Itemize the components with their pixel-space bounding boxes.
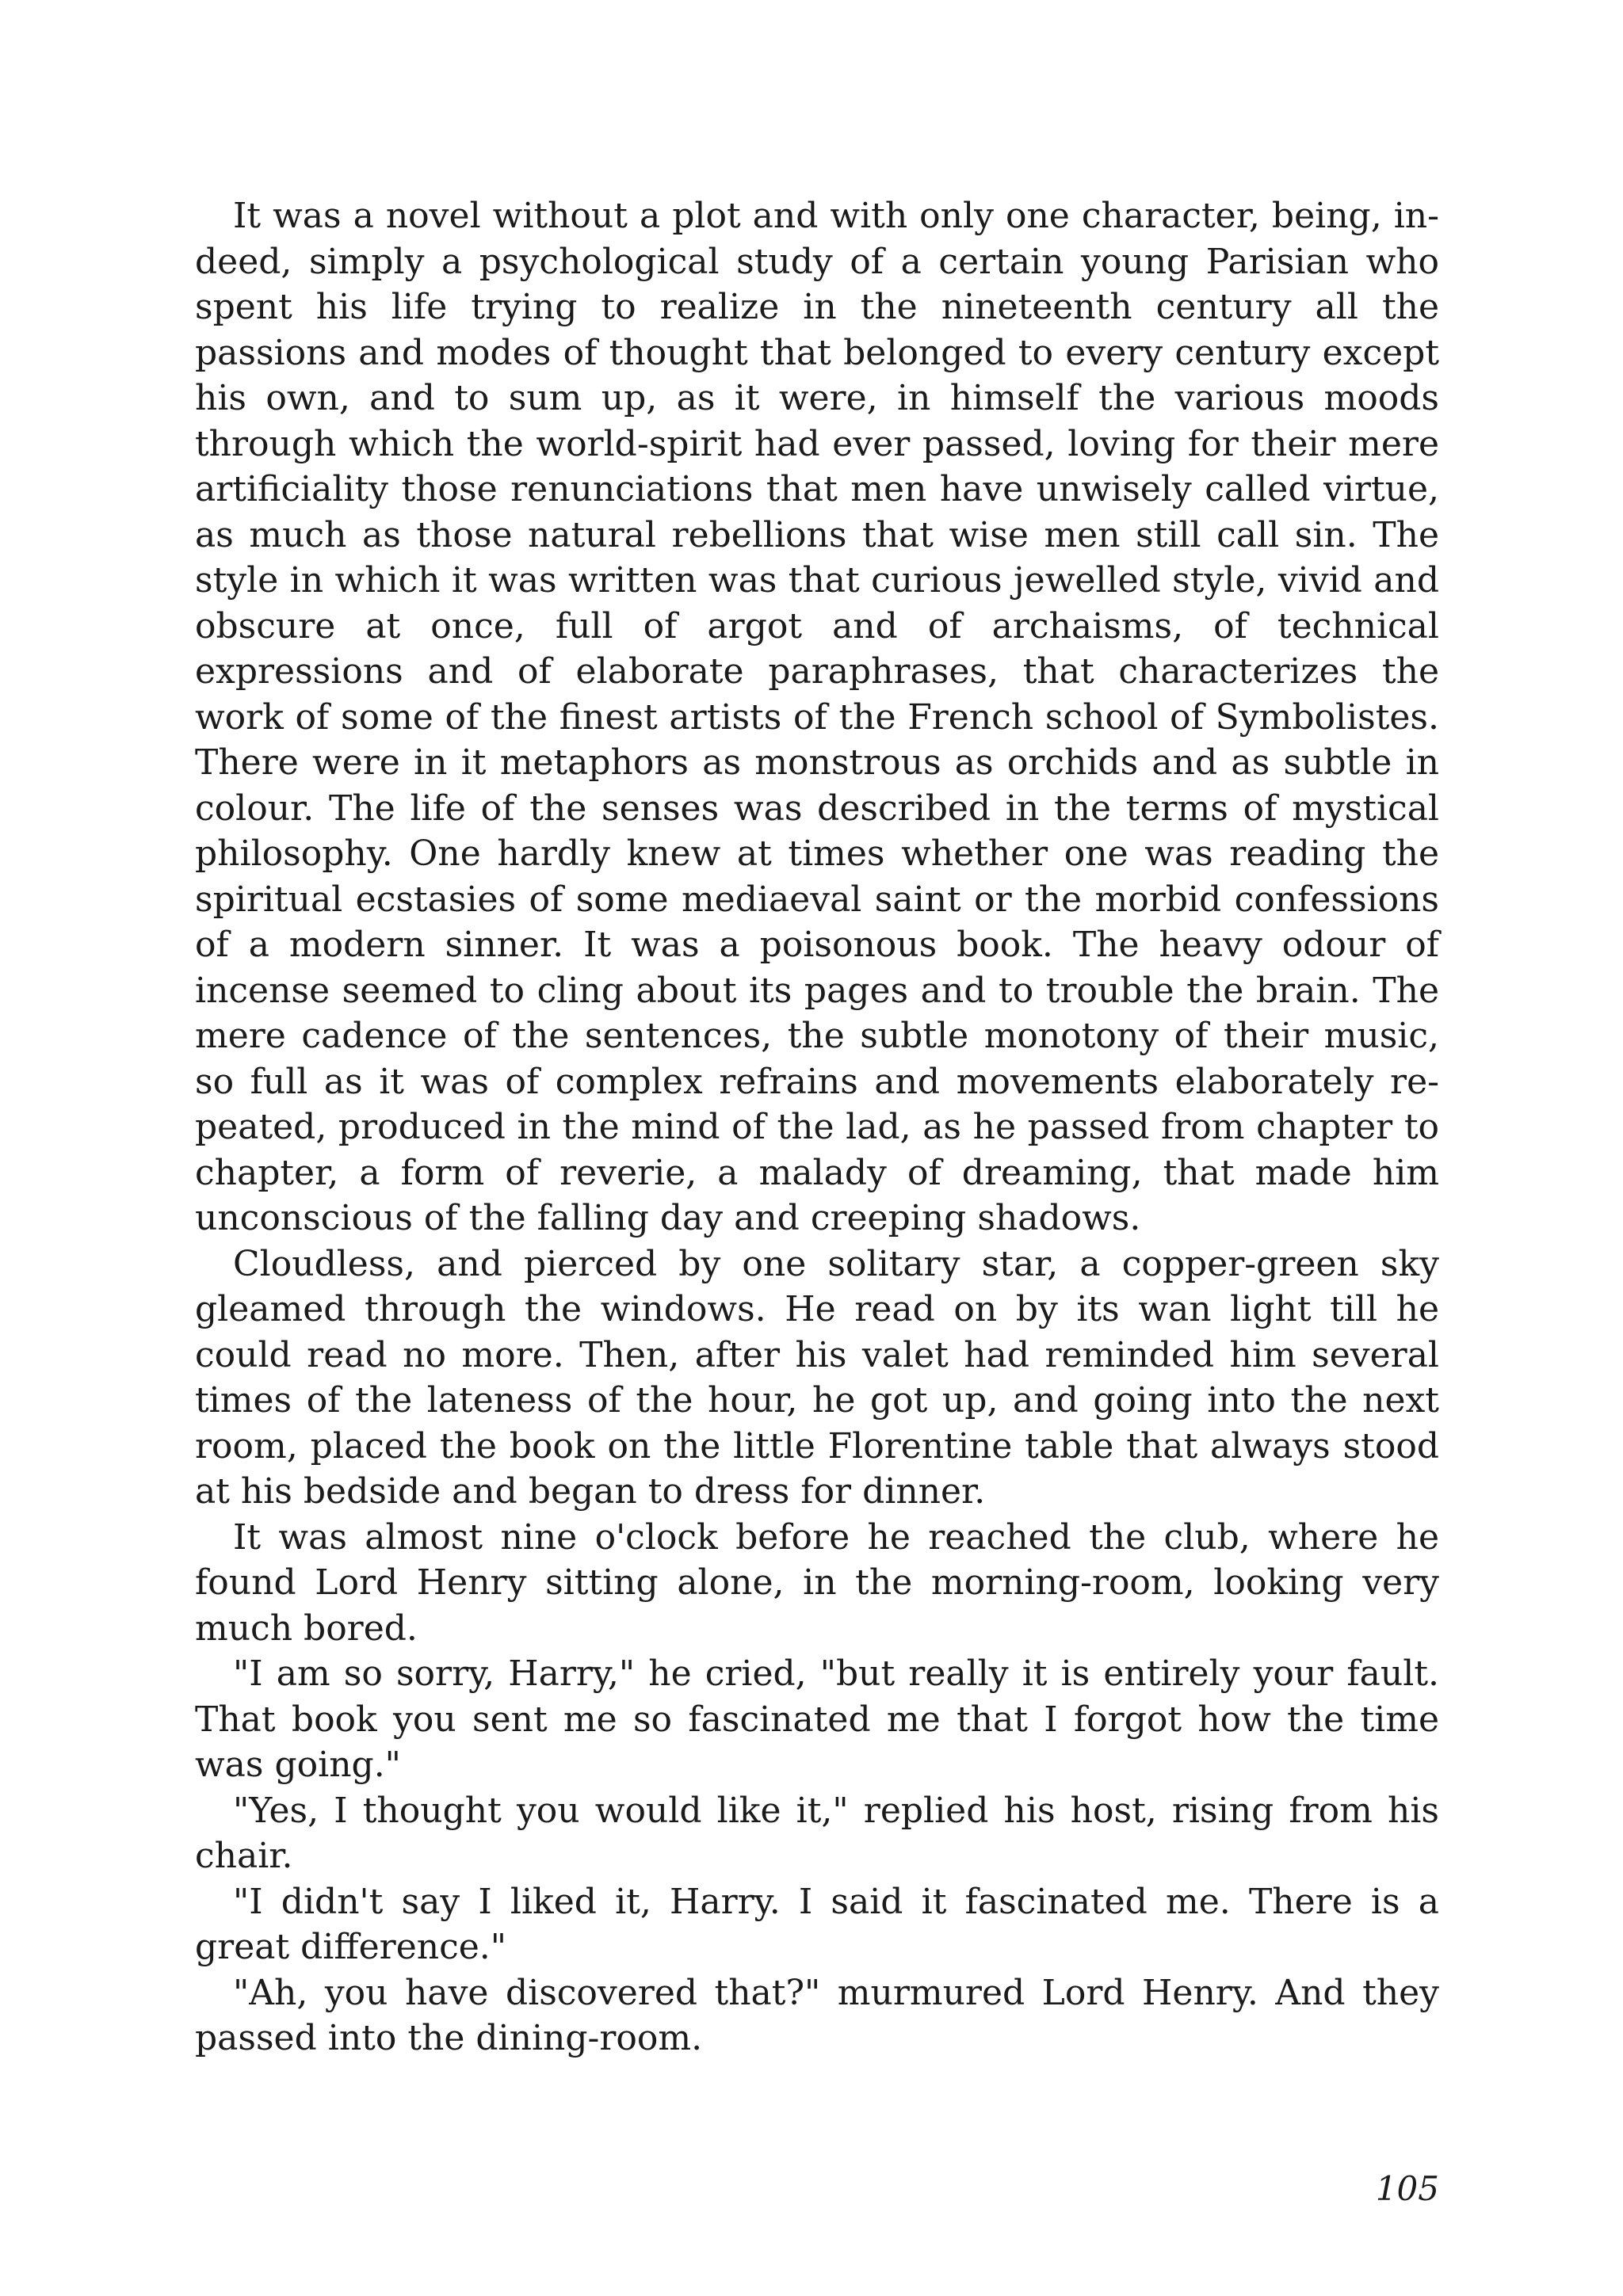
paragraph-3: It was almost nine o'clock before he reached the club, where he found Lord Henry sitting alone, in the morning-room, looking very much bored. [195, 1516, 1439, 1649]
paragraph-7: "Ah, you have discovered that?" murmured Lord Henry. And they passed into the dining-room. [195, 1972, 1439, 2058]
paragraph-6: "I didn't say I liked it, Harry. I said it fascinated me. There is a great difference." [195, 1881, 1439, 1967]
paragraph-4: "I am so sorry, Harry," he cried, "but really it is entirely your fault. That book you sent me so fascinated me that I forgot how the time was going." [195, 1653, 1439, 1785]
paragraph-2: Cloudless, and pierced by one solitary star, a copper-green sky gleamed through the windows. He read on by its wan light till he could read no more. Then, after his valet had reminded him several times of the lateness of the hour, he got up, and going into the next room, placed the book on the little Florentine table that always stood at his bedside and began to dress for dinner. [195, 1243, 1439, 1512]
paragraph-1: It was a novel without a plot and with only one character, being, indeed, simply a psychological study of a certain young Parisian who spent his life trying to realize in the nineteenth century all the passions and modes of thought that belonged to every century except his own, and to sum up, as it were, in himself the various moods through which the world-spirit had ever passed, loving for their mere artificiality those renunciations that men have unwisely called virtue, as much as those natural rebellions that wise men still call sin. The style in which it was written was that curious jewelled style, vivid and obscure at once, full of argot and of archaisms, of technical expressions and of elaborate paraphrases, that characterizes the work of some of the finest artists of the French school of Symbolistes. There were in it metaphors as monstrous as orchids and as subtle in colour. The life of the senses was described in the terms of mystical philosophy. One hardly knew at times whether one was reading the spiritual ecstasies of some mediaeval saint or the morbid confessions of a modern sinner. It was a poisonous book. The heavy odour of incense seemed to cling about its pages and to trouble the brain. The mere cadence of the sentences, the subtle monotony of their music, so full as it was of complex refrains and movements elaborately repeated, produced in the mind of the lad, as he passed from chapter to chapter, a form of reverie, a malady of dreaming, that made him unconscious of the falling day and creeping shadows. [195, 196, 1439, 1238]
paragraph-5: "Yes, I thought you would like it," replied his host, rising from his chair. [195, 1790, 1439, 1876]
page-number: 105 [1375, 2169, 1439, 2208]
body-text [195, 193, 1439, 2061]
